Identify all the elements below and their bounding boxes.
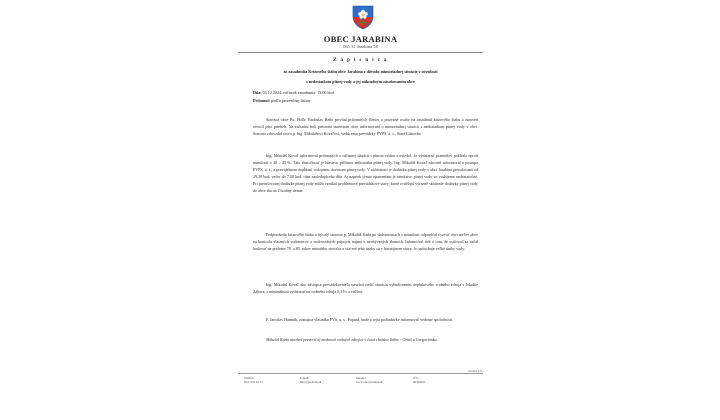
attendees-value: podľa prezenčnej listiny [270,98,311,103]
document-subtitle-line2: s nedostatkom pitnej vody a jej náhradným zásobovaním obce [306,79,415,84]
paragraph: P. Jaroslav Hamrák, zástupca vlastníka PVS, a. s., Poprad, bude o tejto požiadavke informovať vedenie spoločnosti. [266,317,454,322]
paragraph: Starosta obce Bc. PhDr. Radoslav Beňo privítal prítomných členov a prizvané osoby na zasadnutí krízového štábu a zároveň otvoril jeho priebeh. Na začiatku boli prítomní starostom obce informovaní o mimoriadnej situácii s nedostatkom pitnej vody v obci. Starosta odovzdal slovo p. Ing. Mikulášovi Kovaľovi, vedúcemu prevádzky PVPS, a. s., Stará Ľubovňa. [253,117,478,137]
document-subtitle-line1: zo zasadnutia Krízového štábu obce Jarabina z dôvodu mimoriadnej situácie v súvislosti [283,69,438,74]
coat-of-arms-icon [351,4,375,30]
header-divider [238,52,483,53]
paragraph: Podpredseda krízového štábu a bývalý starosta p. Mikuláš Kaňa po skúsenostiach z minulosti odporúčal vyzvať obyvateľov obce na kontrolu vlastných vodomerov a vodovodných prípojok najmä v neobývaných domoch. Informoval tiež o tom, že vodovod sa začal budovať na prelome 70. a 80. rokov minulého storočia a viaceré jeho úseky sú v havarijnom stave, čo spôsobuje veľké úniky vody. [253,232,478,252]
footer-internet: Internet www.obecjarabina.sk [356,375,383,385]
attendees [253,98,478,104]
document-page [238,0,483,420]
document-title: Z á p i s n i c a [333,57,388,63]
footer-ico: IČO 00329932 [413,375,426,385]
meeting-date-value: 03.12.2024, začiatok zasadnutia: 13.00 hod. [261,90,335,95]
footer-email: E-mail info@jarabina.sk [300,375,322,385]
paragraph: Mikuláš Kaňa navrhol preveriť aj možnosti vodných zdrojov v častí chotára Vabec - Ortaš a Gregoriánka. [266,337,438,342]
footer-phone: Telefón 052/ 433 63 13 [244,375,263,385]
town-address: 065 31 Jarabina 58 [343,44,378,49]
attendees-label: Prítomní: [253,98,271,103]
meeting-date [253,90,478,96]
page-number: Strana 1/2 [468,369,482,373]
paragraph: Ing. Mikuláš Kovaľ ako zástupca prevádzkovateľa navrhol riešiť situáciu vybudovaním doplnkového vodného zdroja v lokalite Zábora, s minimálnou výdatnosťou vodného zdroja 0,3 l/s a väčšou. [253,282,478,295]
paragraph: Ing. Mikuláš Kovaľ informoval prítomných o súčasnej situácii s pitnou vodou a uviedol, že výdatnosť prameňov poklesla oproti minulosti o 40 – 45 %. Táto skutočnosť je hlavnou príčinou nedostatku pitnej vody. Ing. Mikuláš Kovaľ zároveň informoval o postupe PVPS, a. s., a pravidelnom dopĺňaní vodojemu dovozom pitnej vody. V súčasnosti je dodávka pitnej vody v obci Jarabina prerušovaná od 19.30 hod. večer do 7.30 hod. rána nasledujúceho dňa. Aj napriek týmto opatreniam je množstvo pitnej vody vo vodojeme nedostatočné. Pri prerušovanej dodávke pitnej vody môžu vznikať problémové prevádzkové stavy, ktoré zväčšujú výrazné skrátenie dodávky pitnej vody do obce iba na 2 hodiny denne. [253,153,478,194]
footer-divider [238,373,483,374]
town-name: OBEC JARABINA [323,34,398,44]
meeting-date-label: Dňa: [253,90,262,95]
